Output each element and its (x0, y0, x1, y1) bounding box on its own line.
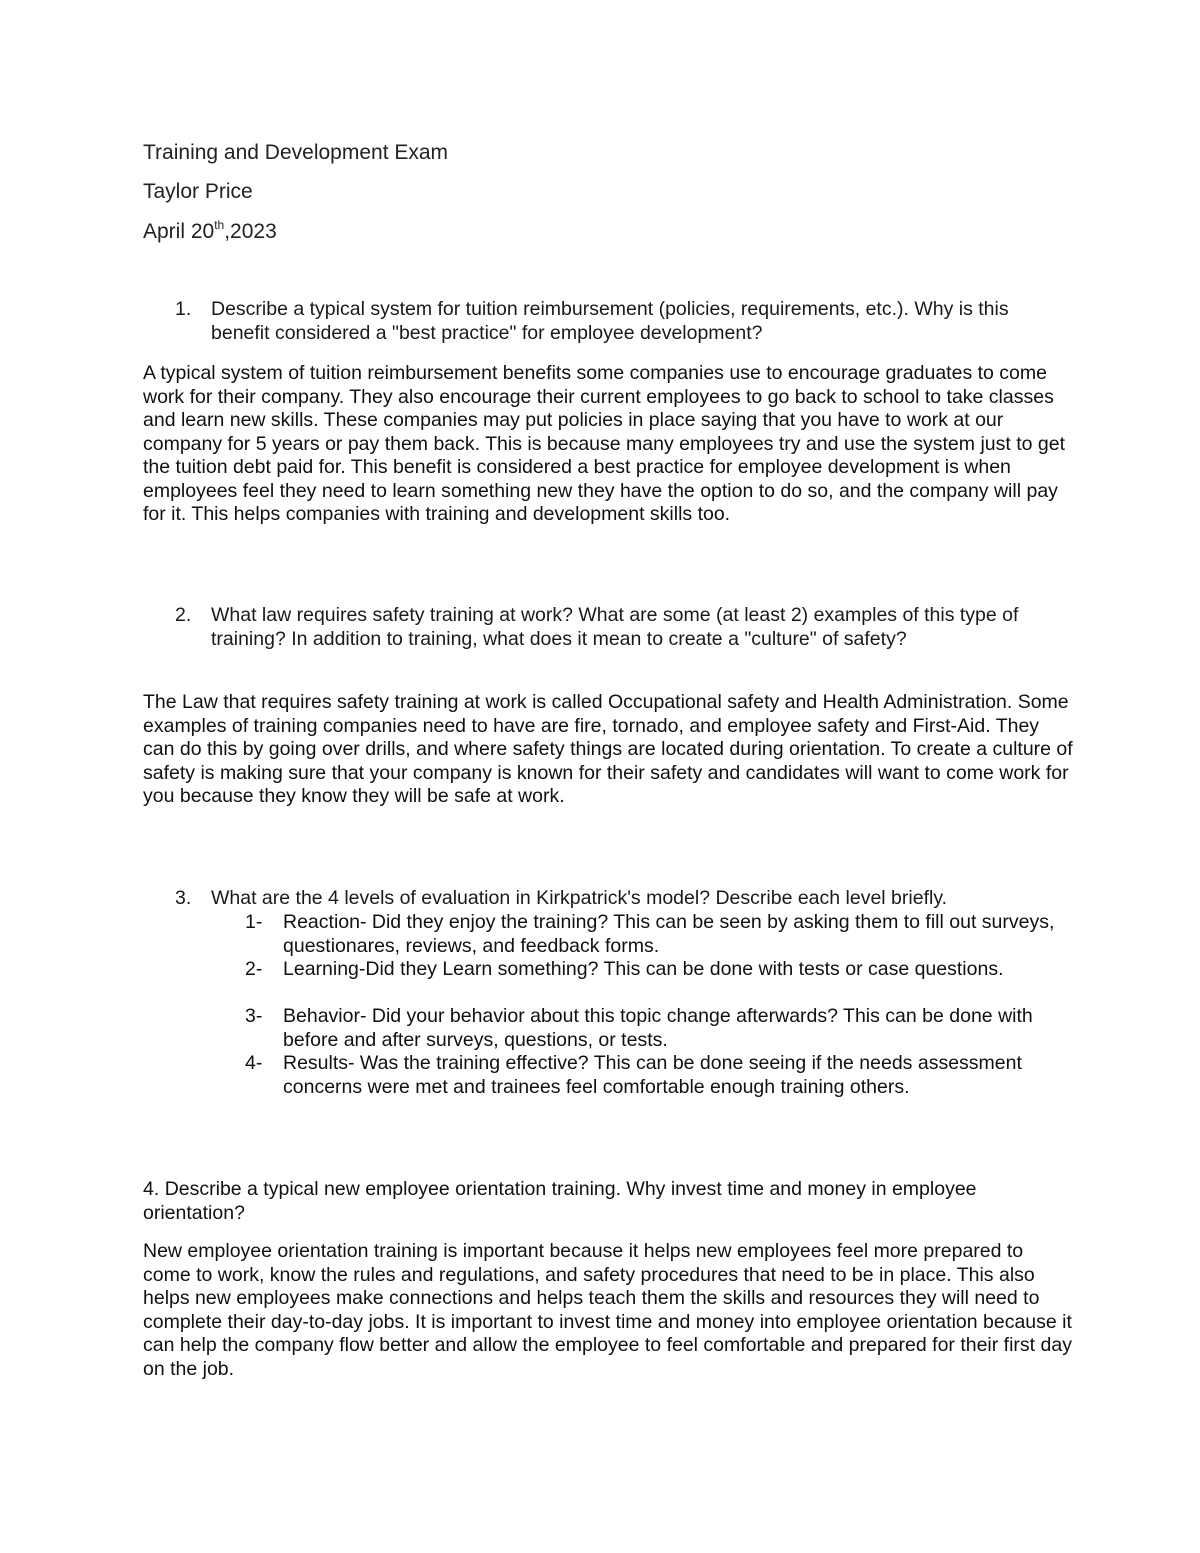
author-name: Taylor Price (143, 180, 253, 203)
date-superscript: th (214, 218, 225, 232)
level-text: Behavior- Did your behavior about this topic change afterwards? This can be done with before and after surveys, questions, or tests. (283, 1005, 1033, 1051)
level-text: Results- Was the training effective? This can be done seeing if the needs assessment concerns were met and trainees feel comfortable enough training others. (283, 1052, 1022, 1098)
answer-2: The Law that requires safety training at work is called Occupational safety and Health Administration. Some examples of training companies need to have are fire, tornado, and employee safety and First-Aid. They can do this by going over drills, and where safety things are located during orientation. To create a culture of safety is making sure that your company is known for their safety and candidates will want to come work for you because they know they will be safe at work. (143, 691, 1073, 807)
question-3 (143, 887, 1063, 911)
question-text: What are the 4 levels of evaluation in Kirkpatrick's model? Describe each level briefly. (211, 887, 948, 909)
question-4 (143, 1178, 1063, 1225)
level-text: Learning-Did they Learn something? This can be done with tests or case questions. (283, 958, 1004, 980)
level-item-1 (245, 911, 1075, 958)
question-text: Describe a typical system for tuition reimbursement (policies, requirements, etc.). Why is this benefit considered a "best practice" for employee development? (211, 298, 1009, 344)
level-text: Reaction- Did they enjoy the training? This can be seen by asking them to fill out surveys, questionares, reviews, and feedback forms. (283, 911, 1055, 957)
level-item-2 (245, 958, 1075, 982)
level-number: 1- (245, 911, 263, 933)
question-number: 3. (175, 887, 192, 909)
level-item-3 (245, 1005, 1075, 1052)
date-prefix: April 20 (143, 220, 215, 243)
question-2 (143, 604, 1063, 651)
answer-4: New employee orientation training is important because it helps new employees feel more prepared to come to work, know the rules and regulations, and safety procedures that need to be in place. This also helps new employees make connections and helps teach them the skills and resources they will need to complete their day-to-day jobs. It is important to invest time and money into employee orientation because it can help the company flow better and allow the employee to feel comfortable and prepared for their first day on the job. (143, 1240, 1072, 1380)
question-text: Describe a typical new employee orientation training. Why invest time and money in employee orientation? (143, 1178, 977, 1224)
answer-1: A typical system of tuition reimbursement benefits some companies use to encourage graduates to come work for their company. They also encourage their current employees to go back to school to take classes and learn new skills. These companies may put policies in place saying that you have to work at our company for 5 years or pay them back. This is because many employees try and use the system just to get the tuition debt paid for. This benefit is considered a best practice for employee development is when employees feel they need to learn something new they have the option to do so, and the company will pay for it. This helps companies with training and development skills too. (143, 362, 1065, 525)
document-date (143, 220, 277, 244)
question-1 (143, 298, 1063, 345)
date-suffix: ,2023 (224, 220, 277, 243)
question-number: 2. (175, 604, 192, 626)
question-number: 1. (175, 298, 192, 320)
level-item-4 (245, 1052, 1075, 1099)
question-text: What law requires safety training at work? What are some (at least 2) examples of this type of training? In addition to training, what does it mean to create a "culture" of safety? (211, 604, 1019, 650)
level-number: 4- (245, 1052, 263, 1074)
level-number: 2- (245, 958, 263, 980)
document-title: Training and Development Exam (143, 141, 449, 164)
question-number: 4. (143, 1178, 160, 1200)
level-number: 3- (245, 1005, 263, 1027)
